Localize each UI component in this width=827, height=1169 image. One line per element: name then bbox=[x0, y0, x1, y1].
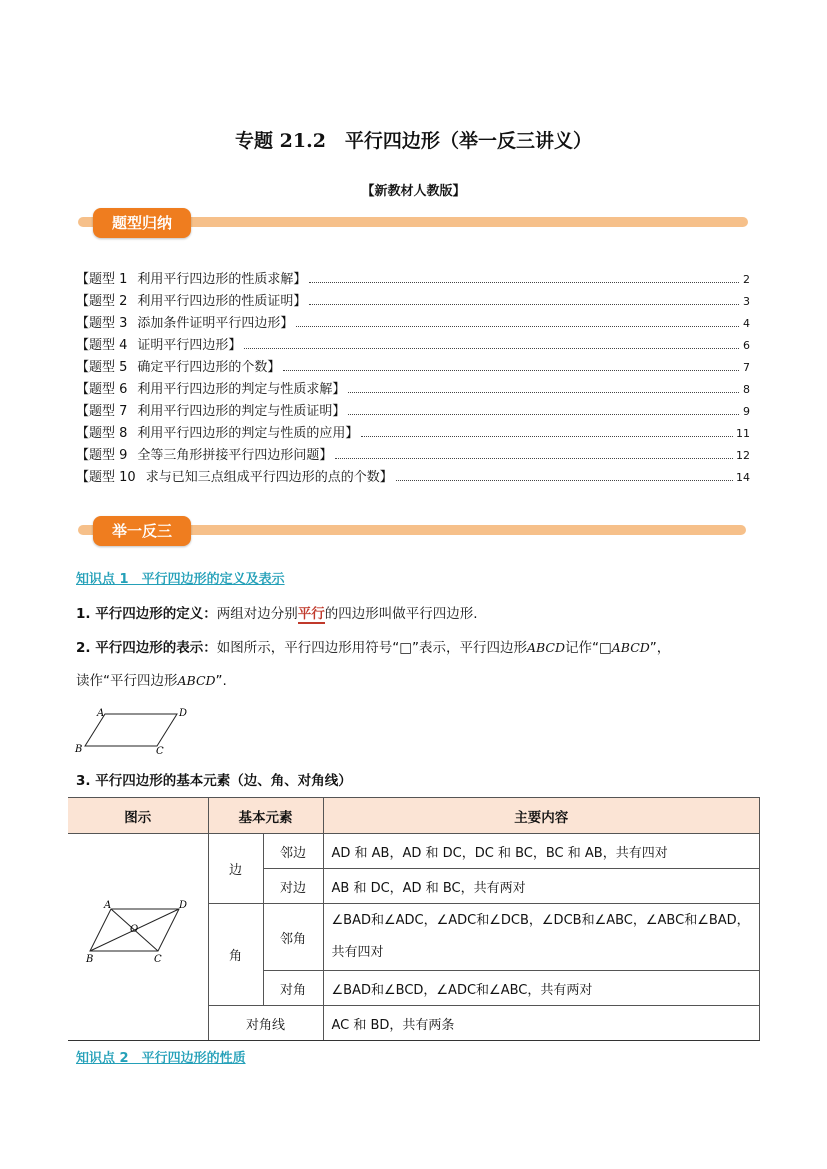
toc-entry-page: 6 bbox=[743, 339, 750, 352]
toc-leader-dots bbox=[348, 413, 739, 415]
toc-entry-number: 【题型 8 bbox=[76, 426, 128, 441]
definition-label: 1. 平行四边形的定义： bbox=[76, 606, 217, 622]
knowledge-point-1-heading: 知识点 1 平行四边形的定义及表示 bbox=[76, 572, 285, 587]
toc-entry-title: 确定平行四边形的个数】 bbox=[137, 360, 281, 375]
label-opposite-sides: 对边 bbox=[263, 869, 323, 904]
element-angle: 角 bbox=[208, 904, 263, 1006]
toc-entry[interactable] bbox=[76, 378, 750, 400]
edition-label: 【新教材人教版】 bbox=[361, 184, 466, 199]
vertex-label-c: C bbox=[156, 746, 164, 757]
abcd-text: ABCD bbox=[526, 640, 566, 655]
vertex-label-b: B bbox=[75, 744, 83, 755]
representation-text: 如图所示，平行四边形用符号“□”表示，平行四边形 bbox=[216, 640, 527, 656]
toc-entry-number: 【题型 5 bbox=[76, 360, 128, 375]
label-opposite-angles: 对角 bbox=[263, 971, 323, 1006]
table-of-contents bbox=[76, 268, 750, 488]
content-adjacent-sides: AD 和 AB，AD 和 DC，DC 和 BC，BC 和 AB，共有四对 bbox=[323, 834, 760, 869]
elements-heading bbox=[76, 771, 352, 791]
vertex-label-d: D bbox=[179, 708, 188, 719]
toc-entry-title: 利用平行四边形的判定与性质证明】 bbox=[137, 404, 346, 419]
toc-entry-number: 【题型 10 bbox=[76, 470, 136, 485]
representation-paragraph bbox=[76, 638, 756, 658]
representation-label: 2. 平行四边形的表示： bbox=[76, 640, 217, 656]
toc-entry-title: 全等三角形拼接平行四边形问题】 bbox=[137, 448, 333, 463]
toc-entry-page: 11 bbox=[736, 427, 750, 440]
toc-entry[interactable] bbox=[76, 356, 750, 378]
header-figure: 图示 bbox=[68, 798, 208, 834]
toc-leader-dots bbox=[361, 435, 733, 437]
toc-entry-title: 求与已知三点组成平行四边形的点的个数】 bbox=[145, 470, 393, 485]
toc-entry[interactable] bbox=[76, 268, 750, 290]
toc-entry-number: 【题型 2 bbox=[76, 294, 128, 309]
elements-heading-text: 3. 平行四边形的基本元素（边、角、对角线） bbox=[76, 773, 352, 789]
toc-entry-number: 【题型 1 bbox=[76, 272, 128, 287]
toc-leader-dots bbox=[296, 325, 739, 327]
toc-entry[interactable] bbox=[76, 444, 750, 466]
figure-cell bbox=[68, 834, 208, 1041]
header-element: 基本元素 bbox=[208, 798, 323, 834]
toc-entry-number: 【题型 7 bbox=[76, 404, 128, 419]
toc-entry-title: 利用平行四边形的判定与性质的应用】 bbox=[137, 426, 359, 441]
parallelogram-diagonals-figure bbox=[83, 895, 193, 975]
representation-paragraph-line2 bbox=[76, 671, 227, 691]
label-adjacent-sides: 邻边 bbox=[263, 834, 323, 869]
definition-text-end: 的四边形叫做平行四边形. bbox=[324, 606, 478, 622]
vertex-label-c: C bbox=[153, 954, 162, 965]
toc-entry-number: 【题型 3 bbox=[76, 316, 128, 331]
section-banner-practice: 举一反三 bbox=[93, 516, 191, 546]
toc-entry-page: 9 bbox=[743, 405, 750, 418]
toc-leader-dots bbox=[335, 457, 733, 459]
content-diagonals: AC 和 BD，共有两条 bbox=[323, 1006, 760, 1041]
header-content: 主要内容 bbox=[323, 798, 760, 834]
toc-leader-dots bbox=[348, 391, 739, 393]
content-adjacent-angles-line1: ∠BAD和∠ADC，∠ADC和∠DCB，∠DCB和∠ABC，∠ABC和∠BAD， bbox=[331, 913, 750, 928]
content-opposite-angles: ∠BAD和∠BCD，∠ADC和∠ABC，共有两对 bbox=[323, 971, 760, 1006]
toc-entry-number: 【题型 4 bbox=[76, 338, 128, 353]
abcd-text: ABCD bbox=[611, 640, 650, 655]
read-as-text: 读作“平行四边形 bbox=[76, 673, 178, 689]
toc-entry-title: 利用平行四边形的性质求解】 bbox=[137, 272, 307, 287]
content-adjacent-angles-line2: 共有四对 bbox=[331, 945, 384, 960]
table-row bbox=[68, 834, 760, 869]
read-as-end: ”. bbox=[215, 673, 227, 689]
content-opposite-sides: AB 和 DC，AD 和 BC，共有两对 bbox=[323, 869, 760, 904]
definition-text: 两组对边分别 bbox=[216, 606, 298, 622]
label-adjacent-angles: 邻角 bbox=[263, 904, 323, 971]
page-title: 专题 21.2 平行四边形（举一反三讲义） bbox=[235, 130, 592, 152]
toc-leader-dots bbox=[309, 303, 739, 305]
content-adjacent-angles bbox=[323, 904, 760, 971]
toc-entry-page: 4 bbox=[743, 317, 750, 330]
toc-leader-dots bbox=[309, 281, 739, 283]
toc-entry-page: 2 bbox=[743, 273, 750, 286]
toc-entry-number: 【题型 6 bbox=[76, 382, 128, 397]
representation-text-2: 记作“□ bbox=[565, 640, 612, 656]
toc-entry-title: 证明平行四边形】 bbox=[137, 338, 242, 353]
knowledge-point-2-heading: 知识点 2 平行四边形的性质 bbox=[76, 1051, 246, 1066]
vertex-label-d: D bbox=[178, 900, 187, 911]
toc-leader-dots bbox=[244, 347, 739, 349]
parallelogram-figure bbox=[70, 700, 200, 758]
element-diagonal: 对角线 bbox=[208, 1006, 323, 1041]
toc-leader-dots bbox=[396, 479, 733, 481]
toc-entry-page: 3 bbox=[743, 295, 750, 308]
abcd-text: ABCD bbox=[177, 673, 216, 688]
section-banner-types: 题型归纳 bbox=[93, 208, 191, 238]
toc-leader-dots bbox=[283, 369, 739, 371]
toc-entry[interactable] bbox=[76, 290, 750, 312]
toc-entry[interactable] bbox=[76, 400, 750, 422]
toc-entry-page: 8 bbox=[743, 383, 750, 396]
vertex-label-a: A bbox=[103, 900, 111, 911]
toc-entry-page: 12 bbox=[736, 449, 750, 462]
representation-text-3: ”， bbox=[649, 640, 671, 656]
center-label-o: O bbox=[129, 924, 138, 935]
toc-entry[interactable] bbox=[76, 312, 750, 334]
keyword-parallel: 平行 bbox=[297, 606, 325, 622]
toc-entry-page: 14 bbox=[736, 471, 750, 484]
toc-entry-number: 【题型 9 bbox=[76, 448, 128, 463]
table-header-row bbox=[68, 798, 760, 834]
toc-entry[interactable] bbox=[76, 422, 750, 444]
toc-entry-page: 7 bbox=[743, 361, 750, 374]
elements-table bbox=[68, 797, 760, 1041]
toc-entry-title: 利用平行四边形的性质证明】 bbox=[137, 294, 307, 309]
toc-entry-title: 利用平行四边形的判定与性质求解】 bbox=[137, 382, 346, 397]
toc-entry[interactable] bbox=[76, 334, 750, 356]
toc-entry-title: 添加条件证明平行四边形】 bbox=[137, 316, 294, 331]
toc-entry[interactable] bbox=[76, 466, 750, 488]
element-side: 边 bbox=[208, 834, 263, 904]
vertex-label-b: B bbox=[85, 954, 94, 965]
vertex-label-a: A bbox=[97, 708, 105, 719]
definition-paragraph bbox=[76, 604, 478, 624]
